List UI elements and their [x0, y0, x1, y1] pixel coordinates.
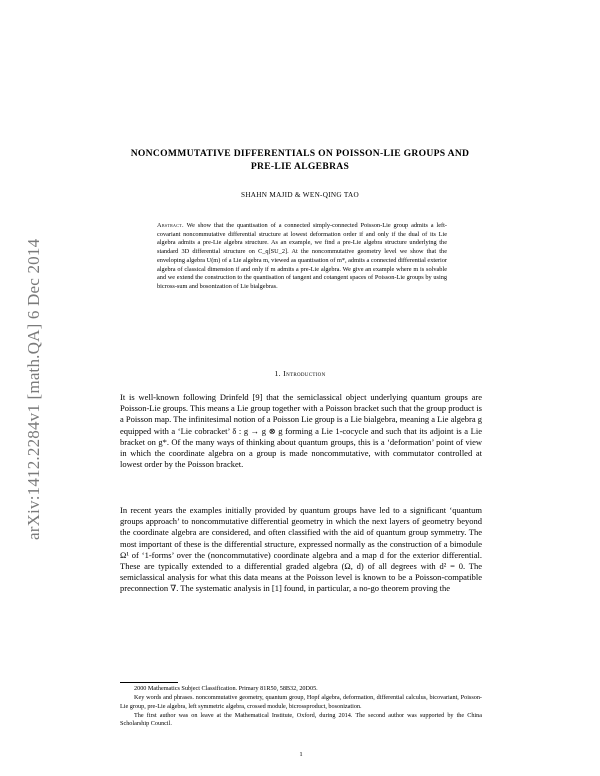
footnote-divider — [120, 682, 178, 683]
section-heading-introduction: 1. Introduction — [274, 369, 326, 378]
paper-title: NONCOMMUTATIVE DIFFERENTIALS ON POISSON-LIE GROUPS AND PRE-LIE ALGEBRAS — [130, 148, 470, 172]
paper-authors: SHAHN MAJID & WEN-QING TAO — [241, 191, 359, 199]
footnote-keywords: Key words and phrases. noncommutative geometry, quantum group, Hopf algebra, deformation, differential calculus, bicovariant, Poisson-Lie group, pre-Lie algebra, left symmetric algebra, crossed module, bicrossproduct, bosonization. — [120, 694, 482, 710]
abstract-label: Abstract. — [157, 222, 184, 229]
arxiv-identifier: arXiv:1412.2284v1 [math.QA] 6 Dec 2014 — [24, 238, 43, 540]
abstract-text: We show that the quantisation of a connected simply-connected Poisson-Lie group admits a left-covariant noncommutative differential structure at lowest deformation order if and only if the dual of its Lie algebra admits a pre-Lie algebra structure. As an example, we find a pre-Lie algebra structure underlying the standard 3D differential structure on C_q[SU_2]. At the noncommutative geometry level we show that the enveloping algebra U(m) of a Lie algebra m, viewed as quantisation of m*, admits a connected differential exterior algebra of classical dimension if and only if m admits a pre-Lie algebra. We give an example where m is solvable and we extend the construction to the quantisation of tangent and cotangent spaces of Poisson-Lie groups by using bicross-sum and bosonization of Lie bialgebras. — [157, 222, 447, 290]
abstract — [157, 222, 447, 292]
page-number: 1 — [299, 751, 303, 758]
footnotes — [120, 685, 482, 728]
footnote-msc: 2000 Mathematics Subject Classification. Primary 81R50, 58B32, 20D05. — [134, 685, 318, 692]
footnote-acknowledgement: The first author was on leave at the Mathematical Institute, Oxford, during 2014. The second author was supported by the China Scholarship Council. — [120, 711, 482, 728]
intro-paragraph-2: In recent years the examples initially provided by quantum groups have led to a significant ‘quantum groups approach’ to noncommutative differential geometry in which the next layers of geometry beyond the coordinate algebra are considered, and often classified with the aid of quantum group symmetry. The most important of these is the differential structure, expressed normally as the construction of a bimodule Ω¹ of ‘1-forms’ over the (noncommutative) coordinate algebra and a map d for the exterior differential. These are typically extended to a differential graded algebra (Ω, d) of all degrees with d² = 0. The semiclassical analysis for what this data means at the Poisson level is known to be a Poisson-compatible preconnection ∇. The systematic analysis in [1] found, in particular, a no-go theorem proving the — [120, 505, 482, 594]
intro-paragraph-1: It is well-known following Drinfeld [9] that the semiclassical object underlying quantum groups are Poisson-Lie groups. This means a Lie group together with a Poisson bracket such that the group product is a Poisson map. The infinitesimal notion of a Poisson Lie group is a Lie bialgebra, meaning a Lie algebra g equipped with a ‘Lie cobracket’ δ : g → g ⊗ g forming a Lie 1-cocycle and such that its adjoint is a Lie bracket on g*. Of the many ways of thinking about quantum groups, this is a ‘deformation’ point of view in which the coordinate algebra on a group is made noncommutative, with commutator controlled at lowest order by the Poisson bracket. — [120, 392, 482, 470]
